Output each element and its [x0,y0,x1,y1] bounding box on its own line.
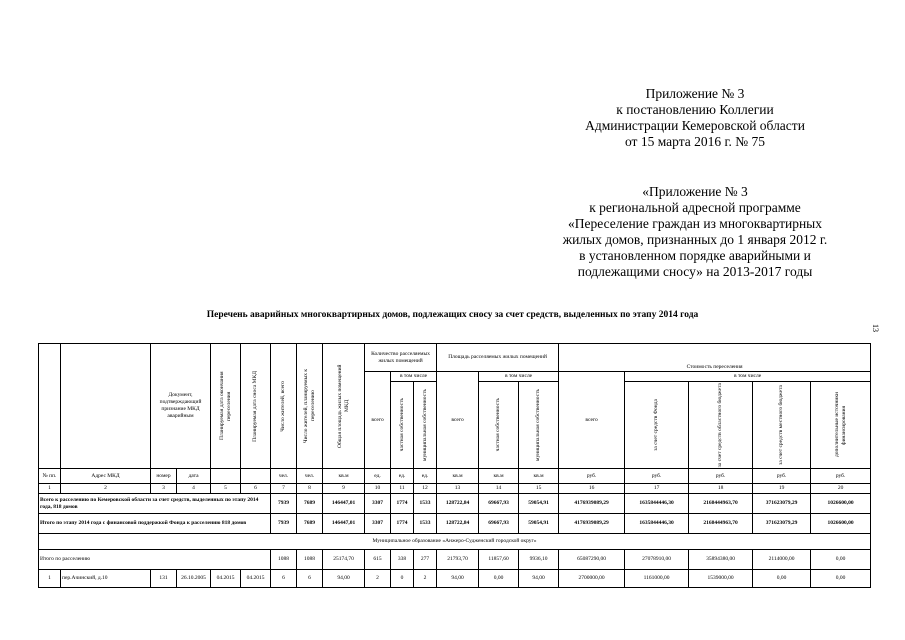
fund-value: 1533 [414,514,437,534]
resolution-annex-header [540,86,850,150]
total-value: 69667,93 [479,494,519,514]
municipality-value: 0,00 [811,550,871,570]
fund-value: 69667,93 [479,514,519,534]
col-header-empty [61,344,151,469]
row-value: 6 [271,570,297,588]
buildings-table [38,343,870,588]
total-value: 1533 [414,494,437,514]
unit-cell: руб. [753,469,811,484]
col-header-empty [39,344,61,469]
col-header-area-total: всего [437,372,479,469]
header-line: Приложение № 3 [645,86,745,101]
col-header-in-that-number: в том числе [479,372,559,382]
municipality-value: 25174,70 [323,550,365,570]
col-header-in-that-number: в том числе [391,372,437,382]
municipality-value: 1088 [297,550,323,570]
unit-cell: ед. [414,469,437,484]
col-number: 17 [625,484,689,494]
col-header-rooms-total: всего [365,372,391,469]
fund-value: 1774 [391,514,414,534]
col-number: 2 [61,484,151,494]
col-header-rooms-municipal: муниципальная собственность [414,382,437,469]
col-header-document: Документ, подтверждающий признание МКД аварийным [151,344,211,469]
unit-cell: кв.м [323,469,365,484]
fund-row-label: Итого по этапу 2014 года с финансовой поддержкой Фонда к расселению 818 домов [39,514,271,534]
total-value: 146447,01 [323,494,365,514]
header-line: от 15 марта 2016 г. № 75 [624,134,766,149]
col-number: 16 [559,484,625,494]
col-header-area-private: частная собственность [479,382,519,469]
municipality-value: 65087290,00 [559,550,625,570]
total-value: 7939 [271,494,297,514]
fund-value: 128722,84 [437,514,479,534]
col-header-rooms-private: частная собственность [391,382,414,469]
header-line: к региональной адресной программе [589,200,801,215]
col-number: 14 [479,484,519,494]
row-value: 94,00 [323,570,365,588]
unit-cell: кв.м [437,469,479,484]
units-row [39,469,871,484]
fund-value: 146447,01 [323,514,365,534]
col-header-planned-demolition: Планируемая дата сноса МКД [241,344,271,469]
unit-cell: руб. [559,469,625,484]
unit-cell: ед. [391,469,414,484]
unit-cell: кв.м [519,469,559,484]
row-number: 1 [39,570,61,588]
fund-value: 1635844446,30 [625,514,689,534]
col-number: 20 [811,484,871,494]
total-value: 128722,84 [437,494,479,514]
col-header-rooms-area: Площадь расселяемых жилых помещений [437,344,559,372]
total-value: 59054,91 [519,494,559,514]
col-number: 7 [271,484,297,494]
unit-cell: руб. [689,469,753,484]
row-planned-demolition: 04.2015 [241,570,271,588]
col-header-address: Адрес МКД [61,469,151,484]
unit-cell: руб. [625,469,689,484]
unit-cell [211,469,241,484]
col-header-total-area: Общая площадь жилых помещений МКД [323,344,365,469]
col-number: 1 [39,484,61,494]
total-value: 1026600,00 [811,494,871,514]
municipality-total-row [39,550,871,570]
total-value: 371623079,29 [753,494,811,514]
fund-value: 2168444963,70 [689,514,753,534]
col-header-doc-number: номер [151,469,177,484]
municipality-total-label: Итого по расселению [39,550,271,570]
fund-value: 59054,91 [519,514,559,534]
header-line: подлежащими сносу» на 2013-2017 годы [577,264,813,279]
col-header-regional: за счет средств областного бюджета [689,382,753,469]
col-header-fund: за счет средств Фонда [625,382,689,469]
col-number: 10 [365,484,391,494]
col-header-no: № пп. [39,469,61,484]
unit-cell [241,469,271,484]
total-value: 4176939089,29 [559,494,625,514]
row-value: 1539000,00 [689,570,753,588]
col-header-planned-resettlement: Планируемая дата окончания переселения [211,344,241,469]
col-header-extra: дополнительные источники финансирования [811,382,871,469]
municipality-value: 21793,70 [437,550,479,570]
col-number: 8 [297,484,323,494]
municipality-row [39,534,871,550]
row-value: 2700000,00 [559,570,625,588]
col-number: 6 [241,484,271,494]
municipality-value: 615 [365,550,391,570]
row-value: 94,00 [437,570,479,588]
fund-value: 3307 [365,514,391,534]
fund-value: 1026600,00 [811,514,871,534]
row-value: 1161000,00 [625,570,689,588]
col-header-cost-total: всего [559,372,625,469]
fund-value: 4176939089,29 [559,514,625,534]
unit-cell: руб. [811,469,871,484]
total-row [39,494,871,514]
municipality-value: 2114000,00 [753,550,811,570]
unit-cell: кв.м [479,469,519,484]
row-address: пер.Ачинский, д.10 [61,570,151,588]
col-header-doc-date: дата [177,469,211,484]
row-value: 2 [365,570,391,588]
row-value: 0,00 [479,570,519,588]
row-value: 0,00 [753,570,811,588]
total-row-label: Всего к расселению по Кемеровской области за счет средств, выделенных по этапу 2014 года, 818 домов [39,494,271,514]
fund-total-row [39,514,871,534]
col-number: 9 [323,484,365,494]
municipality-name: Муниципальное образование «Анжеро-Судженский городской округ» [39,534,871,550]
row-doc-date: 26.10.2005 [177,570,211,588]
col-number: 15 [519,484,559,494]
column-numbers-row [39,484,871,494]
header-line: в установленном порядке аварийными и [579,248,811,263]
page-number: 13 [871,324,880,332]
col-header-rooms-count: Количество расселяемых жилых помещений [365,344,437,372]
municipality-value: 1088 [271,550,297,570]
municipality-value: 9936,10 [519,550,559,570]
col-number: 19 [753,484,811,494]
unit-cell: чел. [271,469,297,484]
row-value: 94,00 [519,570,559,588]
col-header-in-that-number: в том числе [625,372,871,382]
total-value: 3307 [365,494,391,514]
program-annex-header [540,184,850,280]
unit-cell: чел. [297,469,323,484]
municipality-value: 338 [391,550,414,570]
row-value: 0,00 [811,570,871,588]
document-title: Перечень аварийных многоквартирных домов, подлежащих сносу за счет средств, выделенных по этапу 2014 года [206,310,699,320]
fund-value: 7689 [297,514,323,534]
row-value: 6 [297,570,323,588]
row-value: 2 [414,570,437,588]
header-line: «Приложение № 3 [642,184,748,199]
col-header-residents: Число жителей, всего [271,344,297,469]
header-line: жилых домов, признанных до 1 января 2012 г. [562,232,828,247]
fund-value: 7939 [271,514,297,534]
total-value: 7689 [297,494,323,514]
total-value: 1774 [391,494,414,514]
col-number: 13 [437,484,479,494]
table-row [39,570,871,588]
fund-value: 371623079,29 [753,514,811,534]
col-number: 4 [177,484,211,494]
unit-cell: ед. [365,469,391,484]
col-number: 5 [211,484,241,494]
municipality-value: 27078910,00 [625,550,689,570]
municipality-value: 277 [414,550,437,570]
header-line: «Переселение граждан из многоквартирных [568,216,822,231]
col-number: 18 [689,484,753,494]
total-value: 2168444963,70 [689,494,753,514]
header-line: к постановлению Коллегии [616,102,774,117]
municipality-value: 35894380,00 [689,550,753,570]
row-planned-resettlement: 04.2015 [211,570,241,588]
col-header-area-municipal: муниципальная собственность [519,382,559,469]
col-header-cost: Стоимость переселения [559,344,871,372]
col-header-residents-planned: Число жителей, планируемых к переселению [297,344,323,469]
row-value: 0 [391,570,414,588]
row-doc-number: 131 [151,570,177,588]
col-number: 3 [151,484,177,494]
total-value: 1635844446,30 [625,494,689,514]
municipality-value: 11857,60 [479,550,519,570]
col-number: 11 [391,484,414,494]
header-line: Администрации Кемеровской области [585,118,805,133]
col-number: 12 [414,484,437,494]
col-header-local: за счет средств местного бюджета [753,382,811,469]
